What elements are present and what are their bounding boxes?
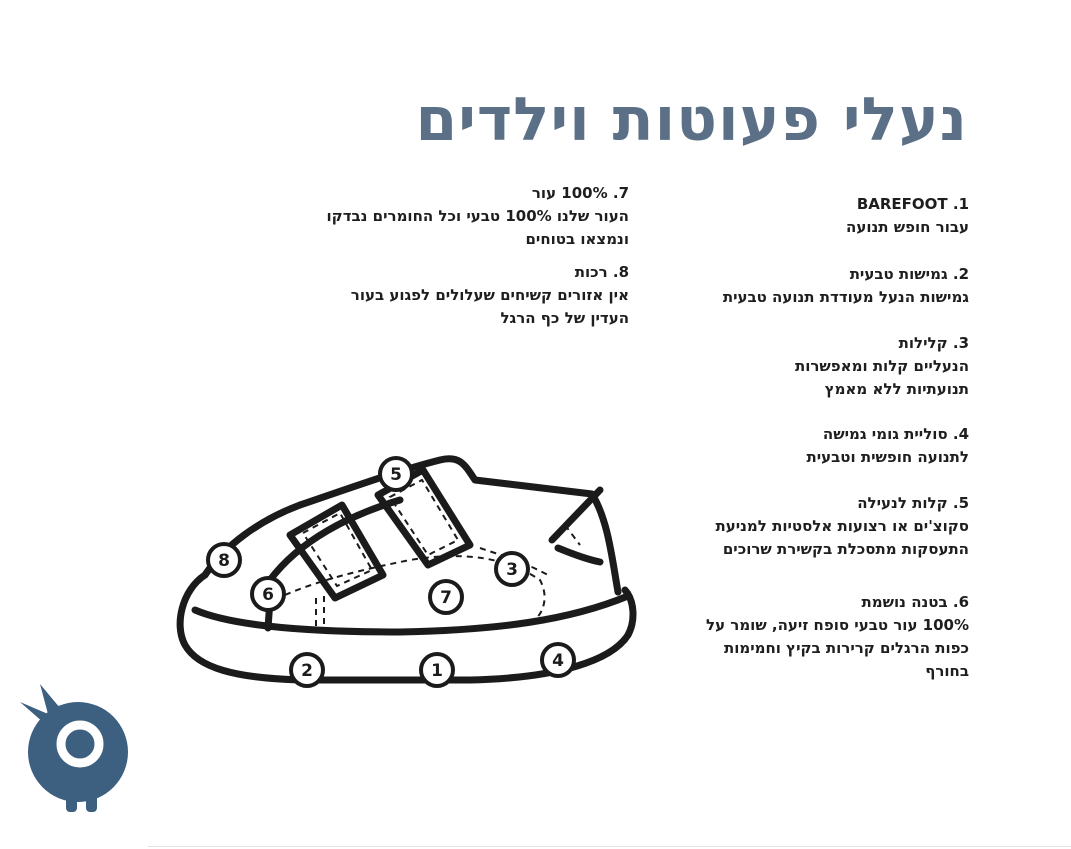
svg-text:8: 8 — [218, 551, 230, 571]
shoe-marker-2 — [291, 654, 323, 686]
feature-description: אין אזורים קשיחים שעלולים לפגוע בעור — [350, 286, 629, 304]
feature-rubber-sole — [806, 423, 969, 469]
feature-lightness — [795, 332, 969, 401]
feature-description: לתנועה חופשית וטבעית — [806, 448, 969, 466]
feature-heading: 8. רכות — [574, 263, 629, 281]
shoe-marker-8 — [208, 544, 240, 576]
feature-heading: 4. סוליית גומי גמישה — [822, 425, 969, 443]
feature-description: ונמצאו בטוחים — [525, 230, 629, 248]
svg-text:3: 3 — [506, 560, 518, 580]
feature-leather — [327, 182, 630, 251]
feature-description: עבור חופש תנועה — [846, 218, 969, 236]
feature-description: התעסקות מתסכלת בקשירת שרוכים — [722, 540, 969, 558]
shoe-marker-3 — [496, 553, 528, 585]
shoe-marker-1 — [421, 654, 453, 686]
feature-heading: 2. גמישות טבעית — [849, 265, 969, 283]
feature-description: העדין של כף הרגל — [500, 309, 629, 327]
svg-text:6: 6 — [262, 585, 274, 605]
svg-text:5: 5 — [390, 465, 402, 485]
shoe-marker-7 — [430, 581, 462, 613]
feature-heading: 1. BAREFOOT — [856, 195, 969, 213]
page-title: נעלי פעוטות וילדים — [415, 85, 968, 155]
feature-breathable-lining — [706, 591, 969, 683]
feature-heading: 6. בטנה נושמת — [861, 593, 969, 611]
feature-heading: 3. קלילות — [898, 334, 969, 352]
bottom-divider — [148, 846, 1071, 847]
brand-mascot-logo-icon — [16, 680, 140, 814]
feature-barefoot — [846, 193, 969, 239]
feature-heading: 7. 100% עור — [531, 184, 629, 202]
feature-description: העור שלנו 100% טבעי וכל החומרים נבדקו — [326, 207, 629, 225]
feature-description: גמישות הנעל מעודדת תנועה טבעית — [722, 288, 969, 306]
feature-natural-flexibility — [723, 263, 969, 309]
feature-description: 100% עור טבעי סופח זיעה, שומר על — [706, 616, 969, 634]
feature-softness — [351, 261, 629, 330]
feature-description: סקוצ'ים או רצועות אלסטיות למניעת — [715, 517, 969, 535]
svg-text:4: 4 — [552, 651, 564, 671]
shoe-marker-5 — [380, 458, 412, 490]
feature-description: בחורף — [925, 662, 969, 680]
svg-text:1: 1 — [431, 661, 443, 681]
svg-text:7: 7 — [440, 588, 452, 608]
feature-heading: 5. קלות לנעילה — [857, 494, 969, 512]
feature-easy-fastening — [715, 492, 969, 561]
feature-description: כפות הרגלים קרירות בקיץ וחמימות — [723, 639, 969, 657]
feature-description: תנועתיות ללא מאמץ — [824, 380, 969, 398]
shoe-marker-6 — [252, 578, 284, 610]
shoe-illustration — [172, 450, 642, 700]
feature-description: הנעליים קלות ומאפשרות — [795, 357, 969, 375]
shoe-marker-4 — [542, 644, 574, 676]
svg-text:2: 2 — [301, 661, 313, 681]
